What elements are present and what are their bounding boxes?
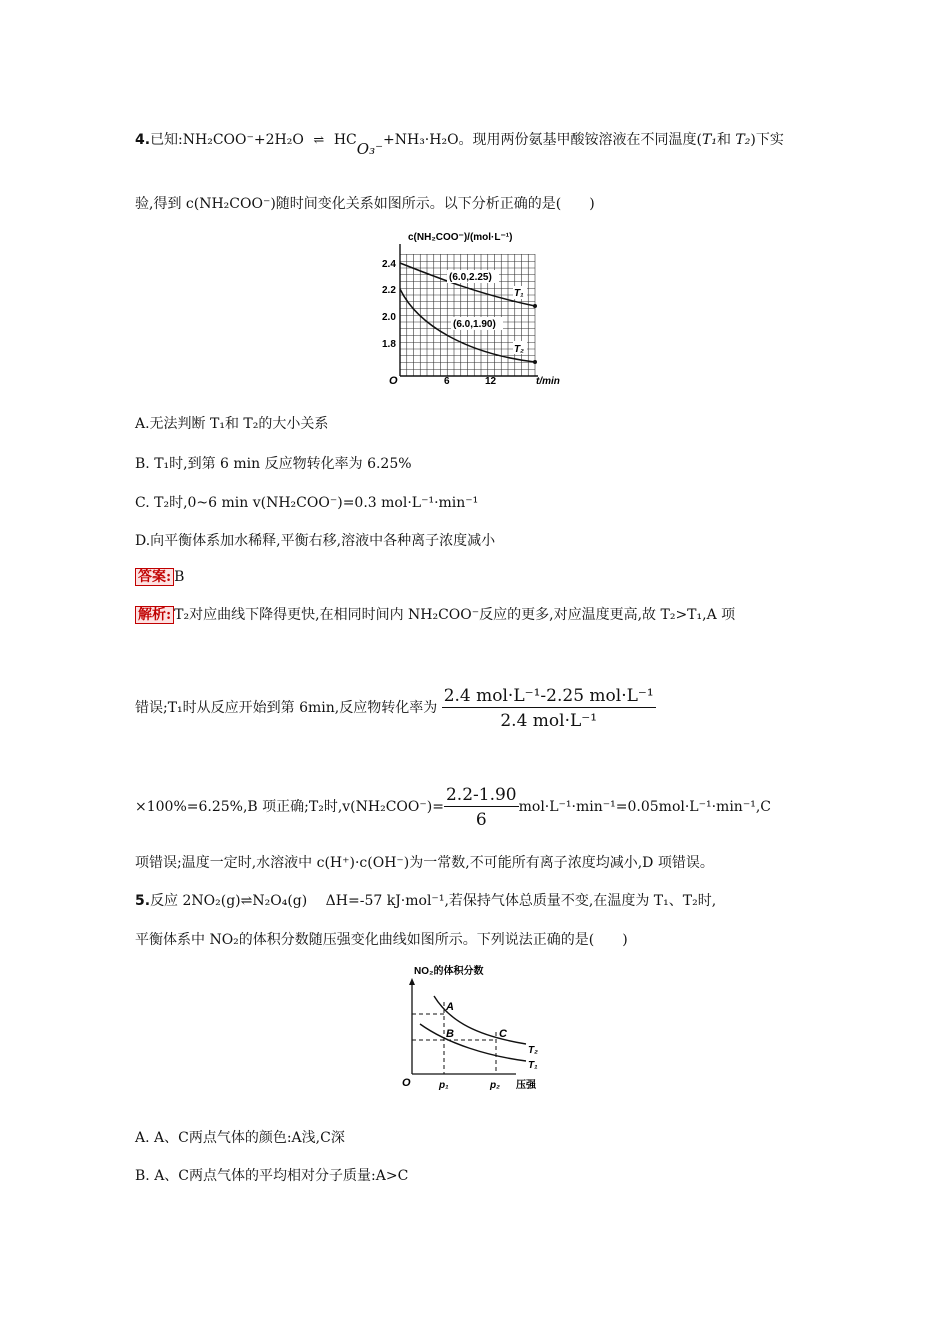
fraction-conversion-denominator: 2.4 mol·L⁻¹ [500,710,598,731]
q4-line2: 验,得到 c(NH₂COO⁻)随时间变化关系如图所示。以下分析正确的是( ) [135,196,595,212]
answer-value: B [174,569,185,585]
chart1-point-t2-end [533,360,537,364]
q4-text-a: 已知:NH₂COO⁻+2H₂O [150,132,304,148]
chart1-point-label-2: (6.0,1.90) [453,319,496,330]
chart1-ytick-4: 1.8 [382,339,396,350]
chart2-point-b: B [446,1028,454,1040]
q4-t2: T₂ [730,132,751,148]
answer-label: 答案: [135,568,174,586]
q4-analysis3 [135,783,771,831]
chart1-point-label-1: (6.0,2.25) [449,272,492,283]
analysis-label: 解析: [135,606,174,624]
chart2-tick-p2: p₂ [490,1080,500,1091]
q4-text-c: +NH₃·H₂O。现用两份氨基甲酸铵溶液在不同温度( [383,132,703,148]
chart1-label-t2: T₂ [514,344,524,355]
chart1-xlabel: t/min [536,376,560,387]
q4-text-b: HC [333,132,357,148]
chart1-ytick-3: 2.0 [382,312,396,323]
chart2-ylabel: NO₂的体积分数 [414,966,484,977]
q4-analysis1 [135,605,735,625]
q5-option-a: A. A、C两点气体的颜色:A浅,C深 [135,1130,345,1146]
analysis-text-3b: mol·L⁻¹·min⁻¹=0.05mol·L⁻¹·min⁻¹,C [518,799,771,815]
q4-option-a: A.无法判断 T₁和 T₂的大小关系 [135,416,329,432]
q5-line2: 平衡体系中 NO₂的体积分数随压强变化曲线如图所示。下列说法正确的是( ) [135,932,628,948]
analysis-text-2: 错误;T₁时从反应开始到第 6min,反应物转化率为 [135,700,438,716]
q5-text-1: 反应 2NO₂(g)⇌N₂O₄(g) ΔH=-57 kJ·mol⁻¹,若保持气体总质量不变,在温度为 T₁、T₂时, [150,893,717,909]
chart1-xtick-2: 12 [485,376,497,387]
chart1-ylabel: c(NH₂COO⁻)/(mol·L⁻¹) [408,232,513,243]
chart1-origin: O [389,375,398,387]
fraction-conversion-numerator: 2.4 mol·L⁻¹-2.25 mol·L⁻¹ [443,685,654,706]
equilibrium-arrow-icon: ⇌ [313,133,325,148]
fraction-rate-denominator: 6 [475,809,487,830]
chart2-point-a: A [446,1001,454,1013]
fraction-conversion [442,685,656,732]
analysis-text-1: T₂对应曲线下降得更快,在相同时间内 NH₂COO⁻反应的更多,对应温度更高,故 T₂>T₁,A 项 [174,607,736,623]
chart1-xtick-1: 6 [444,376,450,387]
q4-option-b: B. T₁时,到第 6 min 反应物转化率为 6.25% [135,456,412,472]
analysis-text-3a: ×100%=6.25%,B 项正确;T₂时,v(NH₂COO⁻)= [135,799,444,815]
q4-number: 4. [135,132,151,148]
q4-option-d: D.向平衡体系加水稀释,平衡右移,溶液中各种离子浓度减小 [135,533,496,549]
q4-option-c: C. T₂时,0~6 min v(NH₂COO⁻)=0.3 mol·L⁻¹·min⁻¹ [135,495,479,511]
chart1-ytick-1: 2.4 [382,259,396,270]
q4-line1 [135,129,784,158]
chart2-label-t1: T₁ [528,1060,538,1071]
q5-line1 [135,891,716,911]
q4-o3: O₃⁻ [356,140,383,158]
chart2-tick-p1: p₁ [439,1080,449,1091]
chart2-point-c: C [499,1028,507,1040]
no2-pressure-chart [398,962,558,1098]
chart2-y-arrow [409,978,415,985]
q4-analysis4: 项错误;温度一定时,水溶液中 c(H⁺)·c(OH⁻)为一常数,不可能所有离子浓度均减小,D 项错误。 [135,855,714,871]
q4-text-e: )下实 [750,132,784,148]
q5-number: 5. [135,893,151,909]
chart2-label-t2: T₂ [528,1045,538,1056]
chart1-label-t1: T₁ [514,288,524,299]
fraction-rate [444,784,519,831]
chart2-origin: O [402,1077,411,1089]
fraction-rate-numerator: 2.2-1.90 [445,784,517,805]
q4-answer [135,567,184,587]
q4-text-d: 和 [716,132,731,148]
chart1-ytick-2: 2.2 [382,285,396,296]
chart2-xlabel: 压强 [516,1080,536,1091]
chart1-point-t1-end [533,304,537,308]
q5-option-b: B. A、C两点气体的平均相对分子质量:A>C [135,1168,409,1184]
q4-t1-t2: T₁ [702,132,717,148]
concentration-time-chart [378,226,578,388]
q4-analysis2 [135,684,656,732]
